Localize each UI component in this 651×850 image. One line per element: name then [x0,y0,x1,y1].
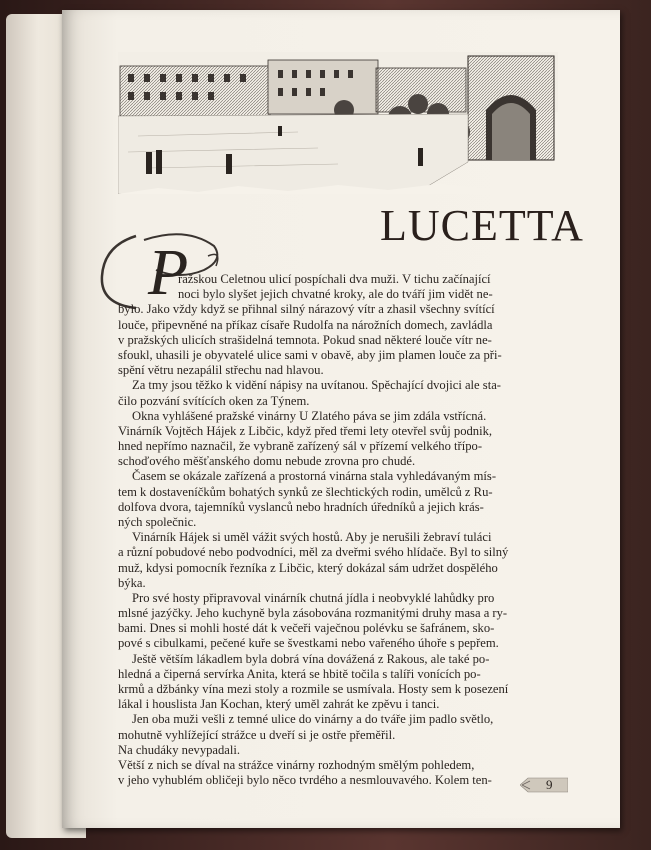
text-line: Pro své hosty připravoval vinárník chutná jídla i neobvyklé lahůdky pro [132,590,495,605]
text-line: louče, připevněné na příkaz císaře Rudolfa na nárožních domech, zavládla [118,317,493,332]
text-line: hledná a čiperná servírka Anita, která se hbitě točila s talíři vonících po- [118,666,481,681]
text-line: Vinárník Vojtěch Hájek z Libčic, když před třemi lety otevřel svůj podnik, [118,423,493,438]
text-line: v pražských ulicích strašidelná temnota. Pokud snad některé louče vítr ne- [118,332,492,347]
text-line: mohutně vyhlížející strážce u dveří si je ostře přeměřil. [118,727,396,742]
drop-cap-letter: P [148,236,189,309]
text-line: Ještě větším lákadlem byla dobrá vína dovážená z Rakous, ale také po- [132,651,490,666]
page-number: 9 [546,777,553,792]
text-line: a různí pobudové nebo podvodníci, měl za dveřmi svého hlídače. Byl to silný [118,545,509,560]
text-line: bami. Dnes si mohli hosté dát k večeři vaječnou polévku se šafránem, sko- [118,621,495,636]
text-line: dolfova dvora, tajemníků vyslanců nebo hradních úředníků a jejich krás- [118,499,484,514]
text-line: Časem se okázale zařízená a prostorná vinárna stala vyhledávaným mís- [132,469,497,484]
text-line: tem k dostaveníčkům bohatých synků ze šlechtických rodin, umělců z Ru- [118,484,493,499]
street-scene-illustration [118,52,558,194]
text-line: Za tmy jsou těžko k vidění nápisy na uvítanou. Spěchající dvojici ale sta- [132,378,501,393]
text-line: schoďového měšťanského domu nebude zrovna pro chudé. [118,454,416,469]
text-line: v jeho vyhublém obličeji bylo něco tvrdého a nesmlouvavého. Kolem ten- [118,773,492,787]
text-line: ražskou Celetnou ulicí pospíchali dva muži. V tichu začínající [178,272,491,286]
text-line: hned nepřímo naznačil, že vybraně zařízený sál v přízemí velkého třípo- [118,439,483,453]
text-line: sfoukl, uhasili je obyvatelé ulice sami v obavě, aby jim plamen louče za při- [118,347,502,362]
text-line: bylo. Jako vždy když se přihnal silný nárazový vítr a zhasil všechny svítící [118,302,495,317]
text-line: Větší z nich se díval na strážce vinárny rozhodným smělým pohledem, [118,757,475,772]
text-line: čilo pozvání svítících oken za Týnem. [118,393,310,408]
text-line: muž, kdysi pomocník řezníka z Libčic, který dokázal sám udržet dospělého [118,560,498,575]
text-line: Okna vyhlášené pražské vinárny U Zlatého páva se jim zdála vstřícná. [132,408,487,423]
text-line: krmů a džbánky vína mezi stoly a rozmile se usmívala. Hosty sem k posezení [118,681,509,696]
text-line: spění větru nezapálil střechu nad hlavou. [118,363,324,378]
text-line: ných společnic. [118,514,197,529]
chapter-title: LUCETTA [380,201,584,250]
page-number-arrow [520,776,568,794]
text-line: lákal i houslista Jan Kochan, který uměl zahrát ke zpěvu i tanci. [118,697,440,712]
text-line: Na chudáky nevypadali. [118,742,241,757]
text-line: noci bylo slyšet jejich chvatné kroky, ale do tváří jim vidět ne- [178,287,493,302]
text-line: Jen oba muži vešli z temné ulice do vinárny a do tváře jim padlo světlo, [132,712,494,727]
text-line: mlsné jazýčky. Jeho kuchyně byla zásobována rozmanitými druhy masa a ry- [118,606,508,620]
text-line: Vinárník Hájek si uměl vážit svých hostů. Aby je nerušili žebraví tuláci [132,530,492,545]
text-line: býka. [118,575,146,590]
text-line: pové s cibulkami, pečené kuře se švestkami nebo vařeného úhoře s pepřem. [118,636,499,651]
